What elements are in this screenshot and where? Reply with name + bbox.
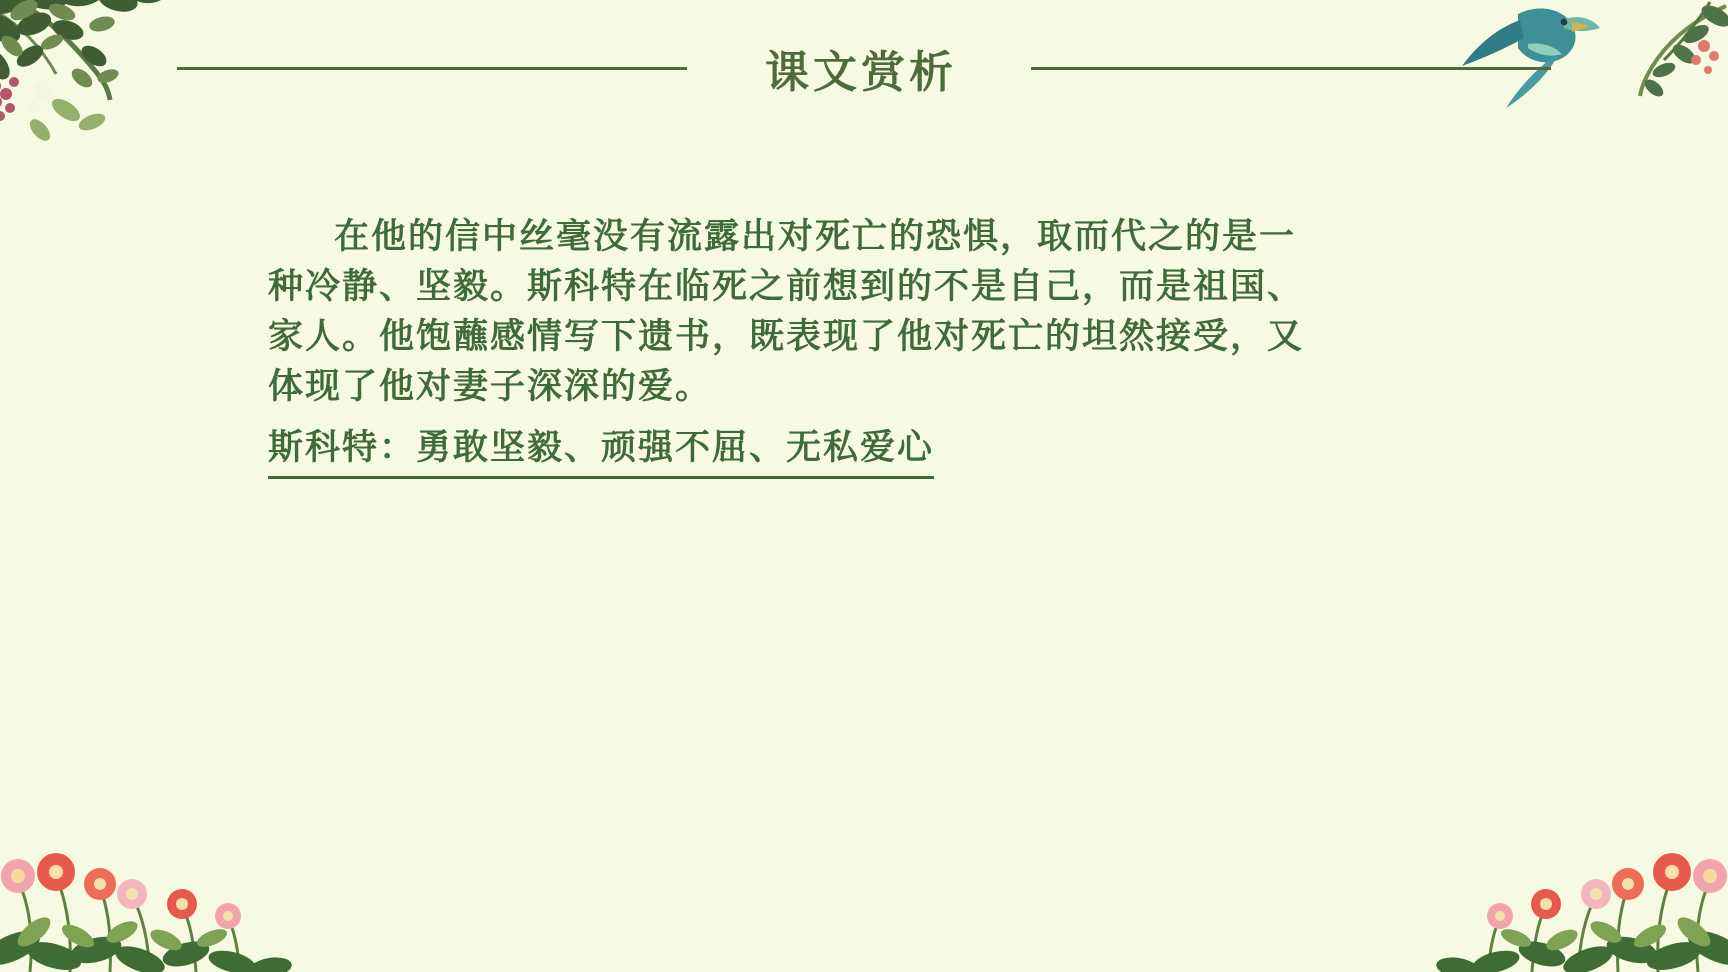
poppy-flowers-decoration-icon xyxy=(0,772,300,972)
slide-title-row xyxy=(0,36,1728,100)
title-rule-left xyxy=(177,67,687,70)
page-title: 课文赏析 xyxy=(765,48,957,97)
summary-underlined-text: 斯科特：勇敢坚毅、顽强不屈、无私爱心 xyxy=(268,422,934,479)
title-rule-right xyxy=(1031,67,1551,70)
body-paragraph: 在他的信中丝毫没有流露出对死亡的恐惧，取而代之的是一种冷静、坚毅。斯科特在临死之前想到的不是自己，而是祖国、家人。他饱蘸感情写下遗书，既表现了他对死亡的坦然接受，又体现了他对妻子深深的爱。 xyxy=(268,217,1305,406)
slide-body xyxy=(268,212,1328,479)
poppy-flowers-decoration-right-icon xyxy=(1428,772,1728,972)
